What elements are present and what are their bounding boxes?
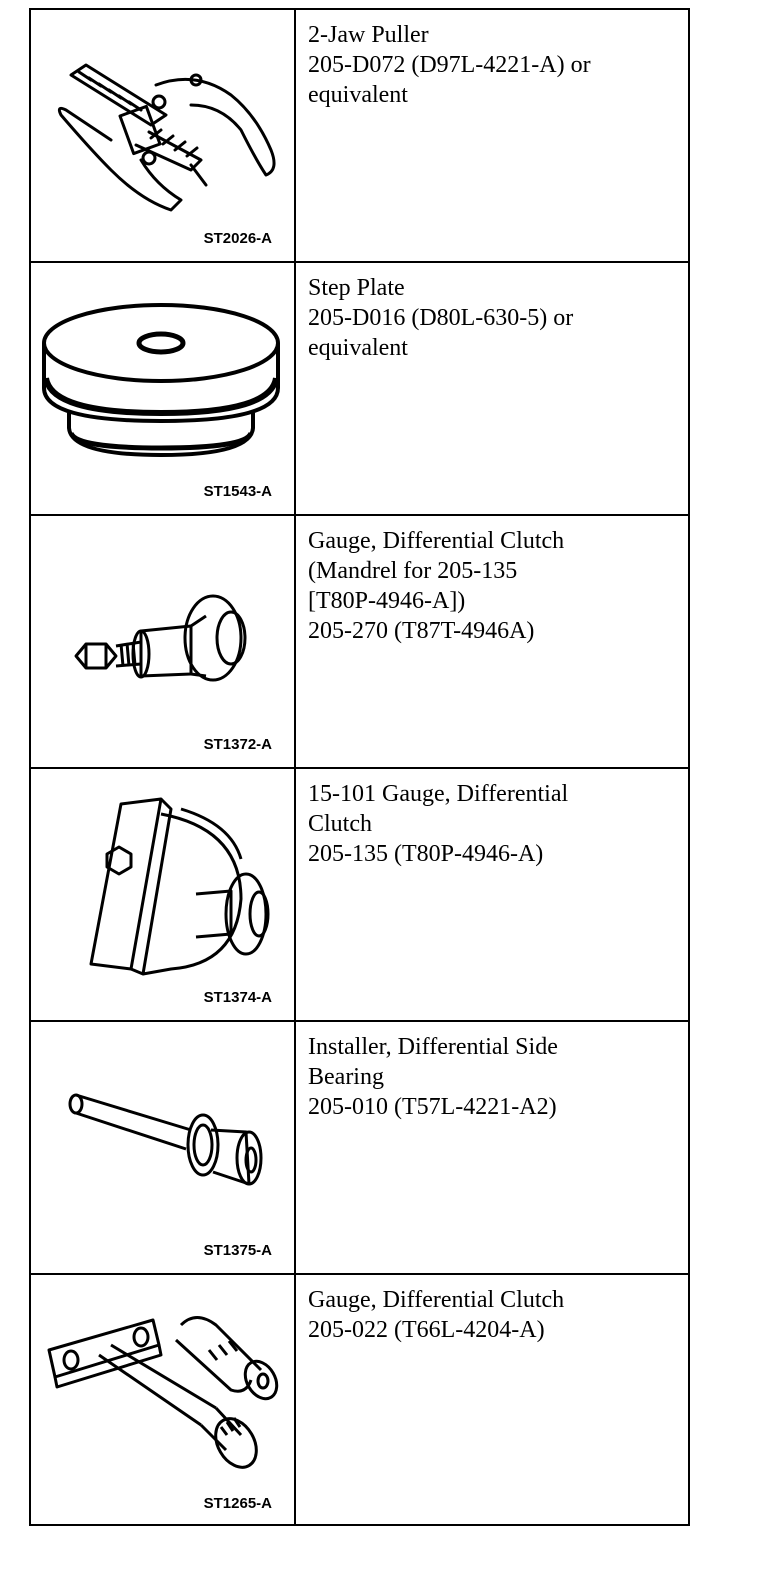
- tool-name: 15-101 Gauge, Differential: [308, 781, 569, 807]
- tool-description: [296, 516, 688, 767]
- side-bearing-installer-icon: [31, 1022, 294, 1273]
- tool-image-cell: [31, 1022, 296, 1273]
- tool-number: 205-022 (T66L-4204-A): [308, 1317, 545, 1343]
- tool-name: Gauge, Differential Clutch: [308, 1287, 565, 1313]
- tool-description: [296, 1275, 688, 1526]
- tool-note: (Mandrel for 205-135: [308, 558, 518, 584]
- tool-code: ST2026-A: [203, 230, 272, 247]
- tool-number: 205-270 (T87T-4946A): [308, 618, 535, 644]
- tool-number: 205-010 (T57L-4221-A2): [308, 1094, 557, 1120]
- clutch-gauge-icon: [31, 769, 294, 1020]
- tool-code: ST1375-A: [203, 1242, 272, 1259]
- tool-code: ST1265-A: [203, 1495, 272, 1512]
- step-plate-icon: [31, 263, 294, 514]
- tool-note: equivalent: [308, 82, 408, 108]
- tool-image-cell: [31, 1275, 296, 1526]
- tool-row: [31, 10, 688, 263]
- tool-description: [296, 1022, 688, 1273]
- tool-name: Step Plate: [308, 275, 405, 301]
- tool-image-cell: [31, 516, 296, 767]
- tool-name: Bearing: [308, 1064, 384, 1090]
- clutch-gauge-set-icon: [31, 1275, 294, 1526]
- tool-number: 205-135 (T80P-4946-A): [308, 841, 544, 867]
- two-jaw-puller-icon: [31, 10, 294, 261]
- tool-row: [31, 516, 688, 769]
- tool-image-cell: [31, 263, 296, 514]
- special-tools-table: [29, 8, 690, 1526]
- tool-name: Gauge, Differential Clutch: [308, 528, 565, 554]
- tool-number: 205-D016 (D80L-630-5) or: [308, 305, 574, 331]
- tool-description: [296, 769, 688, 1020]
- tool-note: equivalent: [308, 335, 408, 361]
- tool-image-cell: [31, 10, 296, 261]
- tool-row: [31, 1275, 688, 1526]
- tool-number: 205-D072 (D97L-4221-A) or: [308, 52, 591, 78]
- tool-code: ST1372-A: [203, 736, 272, 753]
- tool-row: [31, 1022, 688, 1275]
- tool-code: ST1543-A: [203, 483, 272, 500]
- tool-description: [296, 10, 688, 261]
- tool-name: Installer, Differential Side: [308, 1034, 558, 1060]
- tool-description: [296, 263, 688, 514]
- mandrel-gauge-icon: [31, 516, 294, 767]
- tool-code: ST1374-A: [203, 989, 272, 1006]
- tool-name: Clutch: [308, 811, 372, 837]
- tool-image-cell: [31, 769, 296, 1020]
- tool-note: [T80P-4946-A]): [308, 588, 466, 614]
- tool-row: [31, 769, 688, 1022]
- tool-row: [31, 263, 688, 516]
- tool-name: 2-Jaw Puller: [308, 22, 429, 48]
